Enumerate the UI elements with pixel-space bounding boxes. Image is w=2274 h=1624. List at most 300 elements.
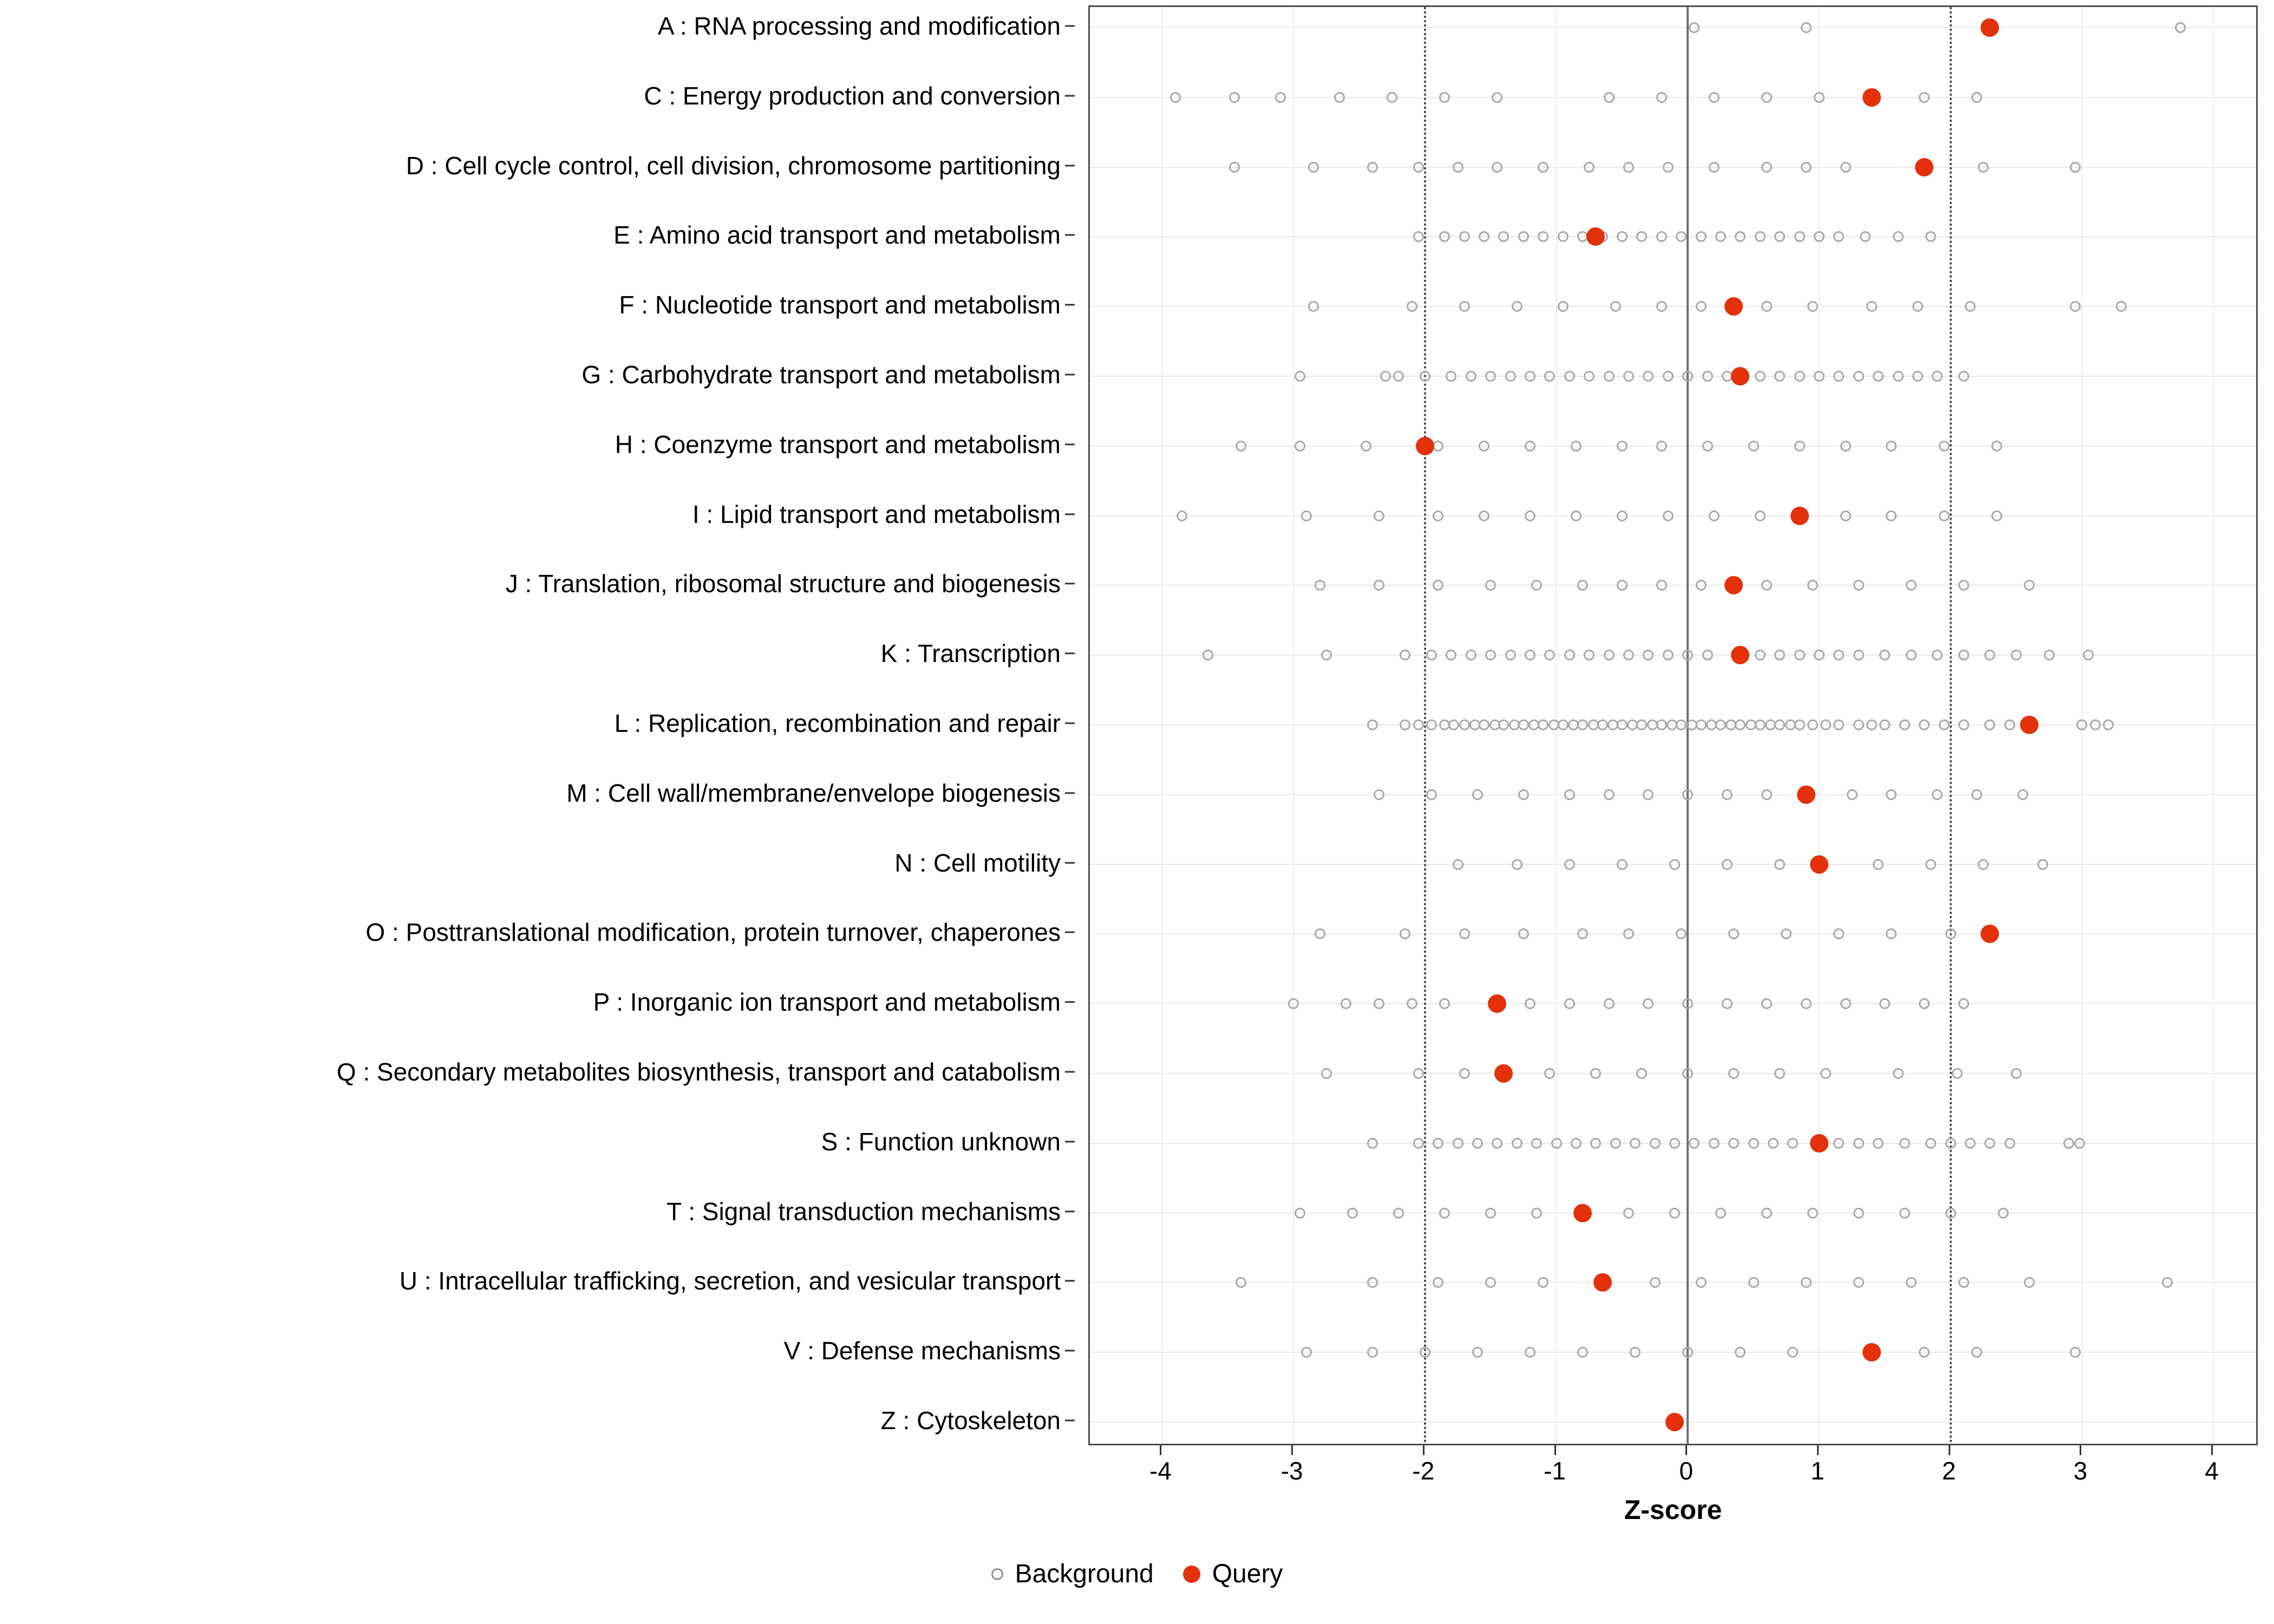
background-point — [1814, 371, 1825, 382]
background-point — [1623, 928, 1634, 939]
background-point — [1814, 231, 1825, 242]
background-point — [1925, 231, 1936, 242]
background-point — [1551, 1138, 1562, 1149]
y-axis-tick-label: K : Transcription — [880, 639, 1061, 668]
y-axis-tick — [1065, 513, 1075, 515]
background-point — [1571, 1138, 1582, 1149]
legend-label-query: Query — [1212, 1560, 1283, 1588]
background-point — [1840, 441, 1851, 451]
background-point — [1873, 371, 1884, 382]
background-point — [1814, 650, 1825, 660]
background-point — [1984, 1138, 1995, 1149]
background-point — [1656, 231, 1667, 242]
background-point — [1787, 1138, 1798, 1149]
background-point — [2070, 162, 2081, 173]
background-point — [1426, 789, 1437, 800]
background-point — [1728, 928, 1739, 939]
background-point — [1801, 998, 1812, 1009]
background-point — [1879, 650, 1890, 660]
background-point — [1636, 231, 1647, 242]
query-point — [1665, 1413, 1684, 1431]
background-point — [1459, 928, 1470, 939]
background-point — [1801, 162, 1812, 173]
y-axis-tick-label: C : Energy production and conversion — [644, 81, 1061, 110]
x-axis-tick-label: 2 — [1942, 1457, 1956, 1485]
background-point — [1971, 92, 1982, 103]
background-point — [1203, 650, 1213, 660]
background-point — [1676, 719, 1687, 730]
background-point — [1991, 441, 2002, 451]
background-point — [1925, 1138, 1936, 1149]
background-point — [1709, 1138, 1720, 1149]
background-point — [1617, 859, 1628, 870]
background-point — [1939, 441, 1950, 451]
background-point — [1820, 719, 1831, 730]
background-point — [1755, 650, 1766, 660]
background-point — [1991, 510, 2002, 521]
query-point — [1981, 18, 1999, 37]
background-point — [1367, 1347, 1378, 1358]
y-axis-tick-label: P : Inorganic ion transport and metabolism — [593, 988, 1061, 1017]
query-point — [1731, 367, 1749, 385]
background-point — [1380, 371, 1391, 382]
background-point — [1906, 650, 1917, 660]
background-point — [1886, 441, 1897, 451]
background-point — [1722, 789, 1733, 800]
background-point — [1564, 650, 1575, 660]
background-point — [1971, 789, 1982, 800]
background-point — [1958, 371, 1969, 382]
background-point — [1374, 510, 1384, 521]
y-axis-tick-label: N : Cell motility — [894, 848, 1061, 877]
background-point — [1709, 510, 1720, 521]
y-axis-tick — [1065, 1350, 1075, 1352]
y-axis-tick — [1065, 443, 1075, 445]
background-point — [1669, 1138, 1680, 1149]
background-point — [1899, 719, 1910, 730]
background-point — [1853, 1138, 1864, 1149]
background-point — [1564, 998, 1575, 1009]
background-point — [1643, 789, 1654, 800]
background-point — [1879, 719, 1890, 730]
background-point — [1604, 789, 1615, 800]
background-point — [1912, 371, 1923, 382]
background-point — [1748, 1138, 1759, 1149]
background-point — [1426, 719, 1437, 730]
background-point — [1833, 928, 1844, 939]
y-axis-tick — [1065, 583, 1075, 585]
background-point — [1315, 928, 1325, 939]
y-axis-tick — [1065, 653, 1075, 654]
gridline-vertical — [1161, 7, 1162, 1444]
background-point — [1367, 719, 1378, 730]
x-axis-tick — [1423, 1445, 1424, 1455]
background-point — [1472, 789, 1483, 800]
query-point — [1863, 1343, 1881, 1361]
background-point — [1623, 371, 1634, 382]
background-point — [1761, 580, 1772, 591]
open-circle-icon — [991, 1568, 1003, 1580]
background-point — [1735, 231, 1746, 242]
background-point — [1538, 231, 1548, 242]
background-point — [1669, 1208, 1680, 1219]
background-point — [1512, 1138, 1522, 1149]
background-point — [1748, 1277, 1759, 1288]
background-point — [1853, 1277, 1864, 1288]
background-point — [1577, 1347, 1588, 1358]
query-point — [1797, 785, 1815, 804]
background-point — [1886, 928, 1897, 939]
background-point — [1308, 162, 1319, 173]
background-point — [1682, 1068, 1693, 1079]
x-axis-tick — [1160, 1445, 1161, 1455]
background-point — [1420, 1347, 1430, 1358]
background-point — [1446, 650, 1456, 660]
background-point — [1301, 510, 1312, 521]
background-point — [1433, 1138, 1443, 1149]
background-point — [2004, 719, 2015, 730]
background-point — [1807, 301, 1818, 312]
background-point — [1538, 1277, 1548, 1288]
background-point — [1833, 650, 1844, 660]
background-point — [1453, 1138, 1463, 1149]
background-point — [1177, 510, 1187, 521]
background-point — [1472, 1138, 1483, 1149]
background-point — [1584, 371, 1595, 382]
y-axis-tick — [1065, 304, 1075, 306]
background-point — [2011, 1068, 2022, 1079]
background-point — [1663, 162, 1674, 173]
background-point — [1525, 441, 1535, 451]
background-point — [1689, 1138, 1700, 1149]
background-point — [1958, 580, 1969, 591]
background-point — [1939, 510, 1950, 521]
background-point — [1466, 371, 1476, 382]
y-axis-tick-label: H : Coenzyme transport and metabolism — [615, 430, 1061, 459]
background-point — [1544, 1068, 1555, 1079]
background-point — [1525, 1347, 1535, 1358]
background-point — [1400, 719, 1410, 730]
background-point — [1636, 1068, 1647, 1079]
background-point — [1755, 231, 1766, 242]
y-axis-labels — [0, 0, 1075, 1451]
background-point — [1807, 580, 1818, 591]
background-point — [1617, 510, 1628, 521]
background-point — [2004, 1138, 2015, 1149]
background-point — [1722, 998, 1733, 1009]
background-point — [1774, 719, 1785, 730]
background-point — [1518, 928, 1529, 939]
background-point — [1426, 650, 1437, 660]
background-point — [1518, 789, 1529, 800]
y-axis-tick — [1065, 1001, 1075, 1003]
background-point — [1643, 650, 1654, 660]
background-point — [1321, 1068, 1332, 1079]
background-point — [1958, 719, 1969, 730]
x-axis-tick — [1949, 1445, 1950, 1455]
background-point — [1531, 1138, 1542, 1149]
x-axis-tick-label: 1 — [1811, 1457, 1825, 1485]
background-point — [1439, 231, 1450, 242]
y-axis-tick — [1065, 723, 1075, 724]
background-point — [1715, 231, 1726, 242]
background-point — [1459, 1068, 1470, 1079]
background-point — [1663, 371, 1674, 382]
background-point — [1485, 371, 1496, 382]
background-point — [1643, 998, 1654, 1009]
background-point — [1459, 301, 1470, 312]
background-point — [1367, 162, 1378, 173]
gridline-vertical — [2213, 7, 2214, 1444]
background-point — [1768, 1138, 1779, 1149]
background-point — [1498, 719, 1509, 730]
background-point — [1512, 301, 1522, 312]
background-point — [1899, 1208, 1910, 1219]
background-point — [1610, 1138, 1621, 1149]
background-point — [1505, 650, 1516, 660]
background-point — [1407, 998, 1417, 1009]
background-point — [1584, 162, 1595, 173]
background-point — [1531, 1208, 1542, 1219]
background-point — [1275, 92, 1286, 103]
background-point — [1919, 1347, 1930, 1358]
background-point — [1978, 162, 1989, 173]
filled-circle-icon — [1183, 1566, 1200, 1583]
background-point — [1558, 301, 1569, 312]
background-point — [1288, 998, 1299, 1009]
background-point — [1801, 22, 1812, 33]
background-point — [1735, 1347, 1746, 1358]
x-axis-tick-label: 0 — [1679, 1457, 1694, 1485]
query-point — [1731, 646, 1749, 664]
background-point — [2076, 719, 2087, 730]
background-point — [1761, 789, 1772, 800]
background-point — [1715, 1208, 1726, 1219]
plot-panel — [1088, 5, 2258, 1445]
background-point — [1702, 371, 1713, 382]
query-point — [1416, 437, 1434, 455]
background-point — [1945, 1208, 1956, 1219]
chart-legend — [0, 1559, 2274, 1589]
background-point — [2175, 22, 2186, 33]
background-point — [1689, 22, 1700, 33]
background-point — [1433, 580, 1443, 591]
background-point — [1696, 231, 1707, 242]
background-point — [1400, 928, 1410, 939]
background-point — [1873, 859, 1884, 870]
background-point — [1597, 719, 1608, 730]
background-point — [1558, 719, 1569, 730]
background-point — [1682, 1347, 1693, 1358]
background-point — [2103, 719, 2114, 730]
background-point — [1485, 1208, 1496, 1219]
background-point — [1564, 371, 1575, 382]
x-axis-tick — [1817, 1445, 1819, 1455]
background-point — [1958, 1277, 1969, 1288]
background-point — [1807, 1208, 1818, 1219]
background-point — [1893, 231, 1904, 242]
y-axis-tick — [1065, 165, 1075, 166]
background-point — [1794, 441, 1805, 451]
background-point — [1906, 580, 1917, 591]
background-point — [1374, 998, 1384, 1009]
background-point — [1853, 719, 1864, 730]
background-point — [1755, 371, 1766, 382]
background-point — [1696, 1277, 1707, 1288]
background-point — [1604, 998, 1615, 1009]
background-point — [1439, 1208, 1450, 1219]
background-point — [2024, 1277, 2035, 1288]
background-point — [2070, 1347, 2081, 1358]
background-point — [1413, 231, 1424, 242]
legend-label-background: Background — [1015, 1560, 1154, 1588]
background-point — [1755, 719, 1766, 730]
y-axis-tick — [1065, 792, 1075, 794]
background-point — [1571, 510, 1582, 521]
x-axis-tick-label: -4 — [1149, 1457, 1172, 1485]
background-point — [1492, 1138, 1502, 1149]
background-point — [1525, 650, 1535, 660]
background-point — [1794, 650, 1805, 660]
query-point — [1810, 1134, 1828, 1152]
background-point — [1590, 1138, 1601, 1149]
background-point — [1604, 371, 1615, 382]
background-point — [1650, 1138, 1661, 1149]
gridline-vertical — [1819, 7, 1820, 1444]
background-point — [1919, 92, 1930, 103]
y-axis-tick-label: Z : Cytoskeleton — [880, 1406, 1061, 1435]
background-point — [1919, 998, 1930, 1009]
background-point — [1873, 1138, 1884, 1149]
background-point — [1571, 441, 1582, 451]
background-point — [1840, 510, 1851, 521]
gridline-vertical — [1293, 7, 1294, 1444]
background-point — [1321, 650, 1332, 660]
background-point — [1748, 441, 1759, 451]
y-axis-tick — [1065, 932, 1075, 933]
y-axis-tick — [1065, 234, 1075, 236]
background-point — [1308, 301, 1319, 312]
background-point — [1564, 859, 1575, 870]
background-point — [2017, 789, 2028, 800]
background-point — [1433, 1277, 1443, 1288]
background-point — [1492, 162, 1502, 173]
background-point — [1479, 719, 1489, 730]
y-axis-tick-label: F : Nucleotide transport and metabolism — [619, 291, 1061, 319]
y-axis-tick-label: G : Carbohydrate transport and metabolism — [581, 361, 1061, 389]
background-point — [1623, 1208, 1634, 1219]
query-point — [1791, 507, 1809, 525]
background-point — [1663, 650, 1674, 660]
background-point — [1577, 928, 1588, 939]
y-axis-tick-label: O : Posttranslational modification, protein turnover, chaperones — [365, 918, 1061, 947]
background-point — [1347, 1208, 1358, 1219]
background-point — [2011, 650, 2022, 660]
y-axis-tick-label: J : Translation, ribosomal structure and biogenesis — [505, 569, 1061, 598]
background-point — [1617, 719, 1628, 730]
query-point — [1593, 1273, 1612, 1292]
background-point — [1656, 580, 1667, 591]
x-axis-tick — [2211, 1445, 2213, 1455]
y-axis-tick — [1065, 1071, 1075, 1073]
background-point — [1656, 441, 1667, 451]
background-point — [1794, 371, 1805, 382]
background-point — [1715, 719, 1726, 730]
background-point — [1453, 162, 1463, 173]
background-point — [1544, 650, 1555, 660]
background-point — [2044, 650, 2055, 660]
background-point — [1617, 231, 1628, 242]
background-point — [1965, 301, 1976, 312]
y-axis-tick — [1065, 25, 1075, 27]
y-axis-tick-label: T : Signal transduction mechanisms — [666, 1197, 1061, 1226]
background-point — [1709, 162, 1720, 173]
background-point — [1604, 650, 1615, 660]
background-point — [1387, 92, 1397, 103]
background-point — [1787, 1347, 1798, 1358]
background-point — [1604, 92, 1615, 103]
background-point — [1413, 162, 1424, 173]
background-point — [1544, 371, 1555, 382]
background-point — [1512, 859, 1522, 870]
background-point — [1334, 92, 1345, 103]
background-point — [1485, 650, 1496, 660]
background-point — [1696, 301, 1707, 312]
background-point — [1755, 510, 1766, 521]
y-axis-tick — [1065, 1280, 1075, 1282]
query-point — [1810, 855, 1828, 874]
background-point — [1774, 1068, 1785, 1079]
background-point — [1860, 231, 1871, 242]
background-point — [1301, 1347, 1312, 1358]
y-axis-tick-label: Q : Secondary metabolites biosynthesis, transport and catabolism — [336, 1058, 1061, 1086]
background-point — [1682, 650, 1693, 660]
background-point — [1866, 301, 1877, 312]
background-point — [1847, 789, 1858, 800]
y-axis-tick-label: I : Lipid transport and metabolism — [692, 500, 1061, 528]
background-point — [1564, 789, 1575, 800]
background-point — [1794, 719, 1805, 730]
background-point — [1761, 301, 1772, 312]
background-point — [1774, 371, 1785, 382]
background-point — [1774, 231, 1785, 242]
background-point — [1998, 1208, 2009, 1219]
background-point — [1984, 650, 1995, 660]
background-point — [2024, 580, 2035, 591]
background-point — [1919, 719, 1930, 730]
x-axis-tick — [1291, 1445, 1293, 1455]
x-axis-tick-label: 3 — [2073, 1457, 2088, 1485]
background-point — [2162, 1277, 2173, 1288]
background-point — [1518, 231, 1529, 242]
query-point — [1981, 925, 1999, 943]
query-point — [1724, 576, 1743, 594]
background-point — [1236, 441, 1246, 451]
y-axis-tick-label: D : Cell cycle control, cell division, chromosome partitioning — [406, 151, 1061, 180]
y-axis-tick-label: A : RNA processing and modification — [657, 12, 1061, 40]
background-point — [2074, 1138, 2085, 1149]
background-point — [1479, 510, 1489, 521]
y-axis-tick — [1065, 862, 1075, 863]
background-point — [1761, 998, 1772, 1009]
background-point — [1879, 998, 1890, 1009]
background-point — [1656, 719, 1667, 730]
x-axis-title: Z-score — [1624, 1495, 1722, 1525]
background-point — [1853, 1208, 1864, 1219]
y-axis-tick-label: E : Amino acid transport and metabolism — [613, 221, 1061, 250]
background-point — [1833, 719, 1844, 730]
x-axis-tick — [1685, 1445, 1687, 1455]
